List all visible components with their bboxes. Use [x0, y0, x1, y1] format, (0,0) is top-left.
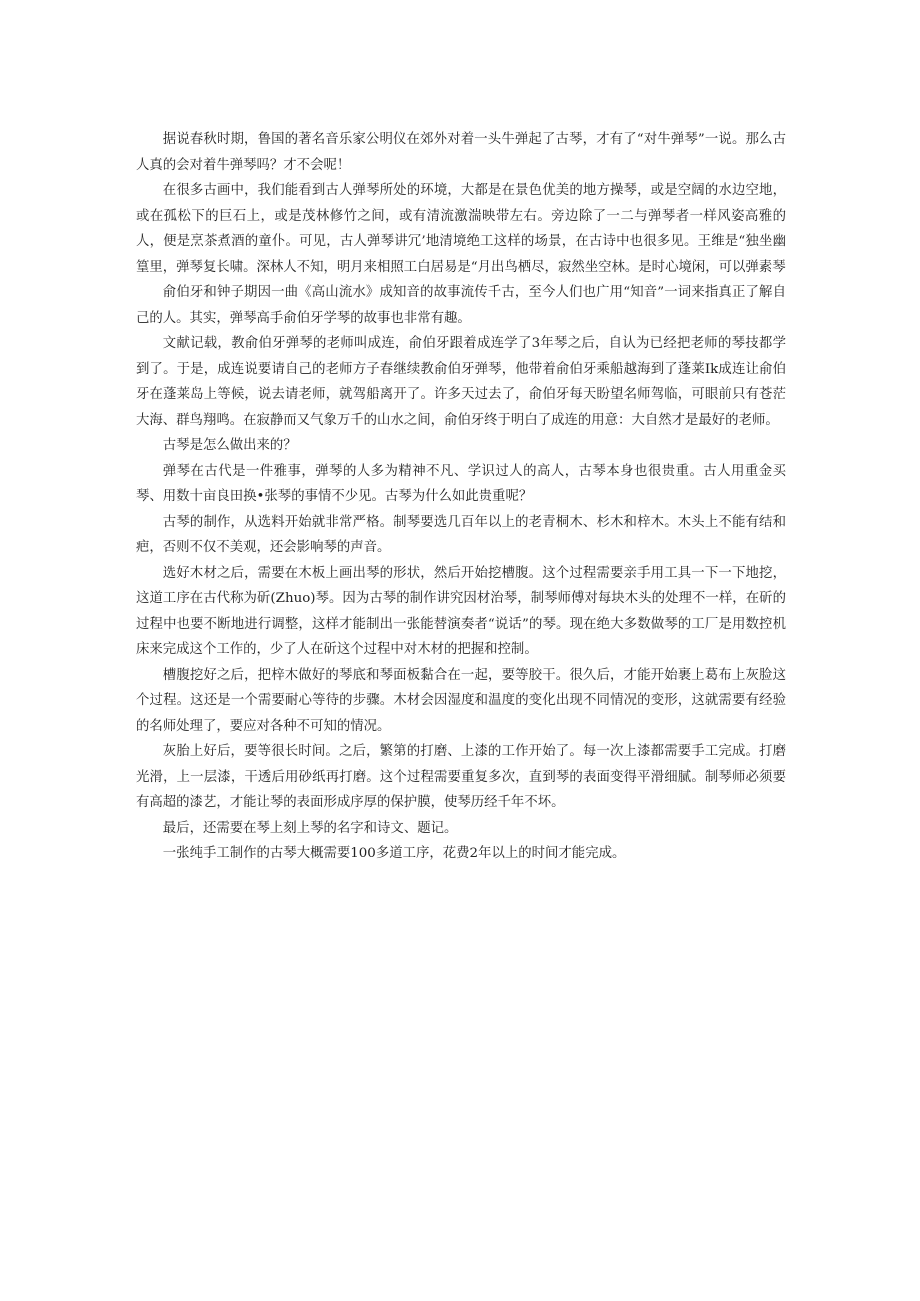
paragraph-2: 在很多古画中，我们能看到古人弹琴所处的环境，大都是在景色优美的地方操琴，或是空阔的水边空地，或在孤松下的巨石上，或是茂林修竹之间，或有清流激湍映带左右。旁边除了一二与弹琴者一样风姿高雅的人，便是烹茶煮酒的童仆。可见，古人弹琴讲冗’地清境绝工这样的场景，在古诗中也很多见。王维是“独坐幽篁里，弹琴复长啸。深林人不知，明月来相照工白居易是“月出鸟栖尽，寂然坐空林。是时心境闲，可以弹素琴 [136, 183, 786, 275]
paragraph-7: 古琴的制作，从选料开始就非常严格。制琴要选几百年以上的老青桐木、杉木和梓木。木头上不能有结和疤，否则不仅不美观，还会影响琴的声音。 [136, 514, 786, 555]
section-question: 古琴是怎么做出来的？ [162, 438, 297, 453]
paragraph-11: 最后，还需要在琴上刻上琴的名字和诗文、题记。 [162, 820, 458, 836]
paragraph-1: 据说春秋时期，鲁国的著名音乐家公明仪在郊外对着一头牛弹起了古琴，才有了“对牛弹琴”一说。那么古人真的会对着牛弹琴吗？才不会呢！ [136, 132, 786, 173]
paragraph-3: 俞伯牙和钟子期因一曲《高山流水》成知音的故事流传千古，至今人们也广用“知音”一词来指真正了解自己的人。其实，弹琴高手俞伯牙学琴的故事也非常有趣。 [136, 285, 786, 326]
paragraph-8: 选好木材之后，需要在木板上画出琴的形状，然后开始挖槽腹。这个过程需要亲手用工具一下一下地挖，这道工序在古代称为斫(Zhuo)琴。因为古琴的制作讲究因材治琴，制琴师傅对每块木头的处理不一样，在斫的过程中也要不断地进行调整，这样才能制出一张能替演奏者“说话”的琴。现在绝大多数做琴的工厂是用数控机床来完成这个工作的，少了人在斫这个过程中对木材的把握和控制。 [136, 565, 786, 657]
paragraph-10: 灰胎上好后，要等很长时间。之后，繁第的打磨、上漆的工作开始了。每一次上漆都需要手工完成。打磨光滑，上一层漆，干透后用砂纸再打磨。这个过程需要重复多次，直到琴的表面变得平滑细腻。制琴师必须要有高超的漆艺，才能让琴的表面形成序厚的保护膜，使琴历经千年不坏。 [136, 744, 786, 810]
article-body [136, 127, 786, 867]
paragraph-9: 槽腹挖好之后，把梓木做好的琴底和琴面板黏合在一起，要等胶干。很久后，才能开始裹上葛布上灰脸这个过程。这还是一个需要耐心等待的步骤。木材会因湿度和温度的变化出现不同情况的变形，这就需要有经验的名师处理了，要应对各种不可知的情况。 [136, 667, 786, 734]
paragraph-12: 一张纯手工制作的古琴大概需要100多道工序，花费2年以上的时间才能完成。 [162, 846, 626, 861]
paragraph-6: 弹琴在古代是一件雅事，弹琴的人多为精神不凡、学识过人的高人，古琴本身也很贵重。古人用重金买琴、用数十亩良田换•张琴的事情不少见。古琴为什么如此贵重呢？ [136, 463, 786, 504]
paragraph-4: 文献记载，教俞伯牙弹琴的老师叫成连，俞伯牙跟着成连学了3年琴之后，自认为已经把老师的琴技都学到了。于是，成连说要请自己的老师方子春继续教俞伯牙弹琴，他带着俞伯牙乘船越海到了蓬莱Ik成连让俞伯牙在蓬莱岛上等候，说去请老师，就驾船离开了。许多天过去了，俞伯牙每天盼望名师驾临，可眼前只有苍茫大海、群鸟翔鸣。在寂静而又气象万千的山水之间，俞伯牙终于明白了成连的用意：大自然才是最好的老师。 [136, 336, 786, 428]
